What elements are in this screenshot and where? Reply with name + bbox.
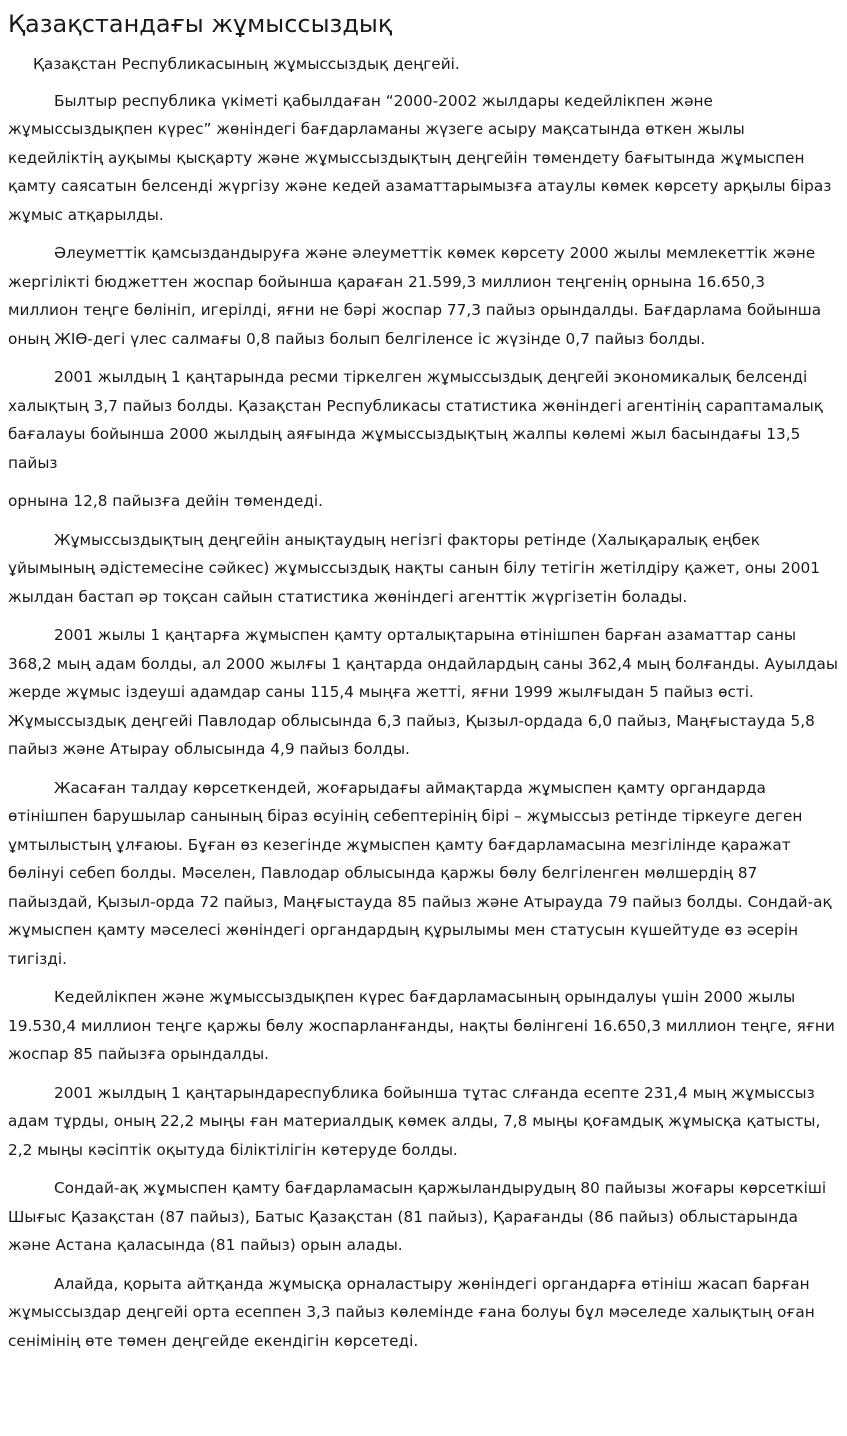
- paragraph-2: Әлеуметтік қамсыздандыруға және әлеуметтік көмек көрсету 2000 жылы мемлекеттік және жергілікті бюджеттен жоспар бойынша қараған 21.599,3 миллион теңгенің орнына 16.650,3 миллион теңге бөлініп, игерілді, яғни не бәрі жоспар 77,3 пайыз орындалды. Бағдарлама бойынша оның ЖІӨ-дегі үлес салмағы 0,8 пайыз болып белгіленсе іс жүзінде 0,7 пайыз болды.: [8, 244, 822, 348]
- paragraph-3-continuation: орнына 12,8 пайызға дейін төмендеді.: [8, 492, 324, 510]
- document-subtitle: Қазақстан Республикасының жұмыссыздық деңгейі.: [33, 55, 460, 73]
- page-title: Қазақстандағы жұмыссыздық: [8, 10, 393, 38]
- paragraph-10: Алайда, қорыта айтқанда жұмысқа орналастыру жөніндегі органдарға өтініш жасап барған жұмыссыздар деңгейі орта есеппен 3,3 пайыз көлемінде ғана болуы бұл мәселеде халықтың оған сенімінің өте төмен деңгейде екендігін көрсетеді.: [8, 1274, 815, 1350]
- paragraph-4: Жұмыссыздықтың деңгейін анықтаудың негізгі факторы ретінде (Халықаралық еңбек ұйымының әдістемесіне сәйкес) жұмыссыздық нақты санын білу тетігін жетілдіру қажет, оны 2001 жылдан бастап әр тоқсан сайын статистика жөніндегі агенттік жүргізетін болады.: [8, 530, 820, 606]
- paragraph-5: 2001 жылы 1 қаңтарға жұмыспен қамту орталықтарына өтінішпен барған азаматтар саны 368,2 мың адам болды, ал 2000 жылғы 1 қаңтарда ондайлардың саны 362,4 мың болғанды. Ауылдаы жерде жұмыс іздеуші адамдар саны 115,4 мыңға жетті, яғни 1999 жылғыдан 5 пайыз өсті. Жұмыссыздық деңгейі Павлодар облысында 6,3 пайыз, Қызыл-ордада 6,0 пайыз, Маңғыстауда 5,8 пайыз және Атырау облысында 4,9 пайыз болды.: [8, 626, 838, 758]
- paragraph-7: Кедейлікпен және жұмыссыздықпен күрес бағдарламасының орындалуы үшін 2000 жылы 19.530,4 миллион теңге қаржы бөлу жоспарланғанды, нақты бөлінгені 16.650,3 миллион теңге, яғни жоспар 85 пайызға орындалды.: [8, 988, 835, 1063]
- paragraph-9: Сондай-ақ жұмыспен қамту бағдарламасын қаржыландырудың 80 пайызы жоғары көрсеткіші Шығыс Қазақстан (87 пайыз), Батыс Қазақстан (81 пайыз), Қарағанды (86 пайыз) облыстарында және Астана қаласында (81 пайыз) орын алады.: [8, 1179, 827, 1254]
- paragraph-8: 2001 жылдың 1 қаңтарындареспублика бойынша тұтас слғанда есепте 231,4 мың жұмыссыз адам тұрды, оның 22,2 мыңы ған материалдық көмек алды, 7,8 мыңы қоғамдық жұмысқа қатысты, 2,2 мыңы кәсіптік оқытуда біліктілігін көтеруде болды.: [8, 1083, 821, 1159]
- paragraph-3: 2001 жылдың 1 қаңтарында ресми тіркелген жұмыссыздық деңгейі экономикалық белсенді халықтың 3,7 пайыз болды. Қазақстан Республикасы статистика жөніндегі агентінің сараптамалық бағалауы бойынша 2000 жылдың аяғында жұмыссыздықтың жалпы көлемі жыл басындағы 13,5 пайыз: [8, 368, 823, 472]
- paragraph-6: Жасаған талдау көрсеткендей, жоғарыдағы аймақтарда жұмыспен қамту органдарда өтінішпен барушылар санының біраз өсуінің себептерінің бірі – жұмыссыз ретінде тіркеуге деген ұмтылыстың ұлғаюы. Бұған өз кезегінде жұмыспен қамту бағдарламасына мезгілінде қаражат бөлінуі себеп болды. Мәселен, Павлодар облысында қаржы бөлу белгіленген мөлшердің 87 пайыздай, Қызыл-орда 72 пайыз, Маңғыстауда 85 пайыз және Атырауда 79 пайыз болды. Сондай-ақ жұмыспен қамту мәселесі жөніндегі органдардың құрылымы мен статусын күшейтуде өз әсерін тигізді.: [8, 778, 832, 968]
- paragraph-1: Былтыр республика үкіметі қабылдаған “2000-2002 жылдары кедейлікпен және жұмыссыздықпен күрес” жөніндегі бағдарламаны жүзеге асыру мақсатында өткен жылы кедейліктің ауқымы қысқарту және жұмыссыздықтың деңгейін төмендету бағытында жұмыспен қамту саясатын белсенді жүргізу және кедей азаматтарымызға атаулы көмек көрсету арқылы біраз жұмыс атқарылды.: [8, 91, 832, 224]
